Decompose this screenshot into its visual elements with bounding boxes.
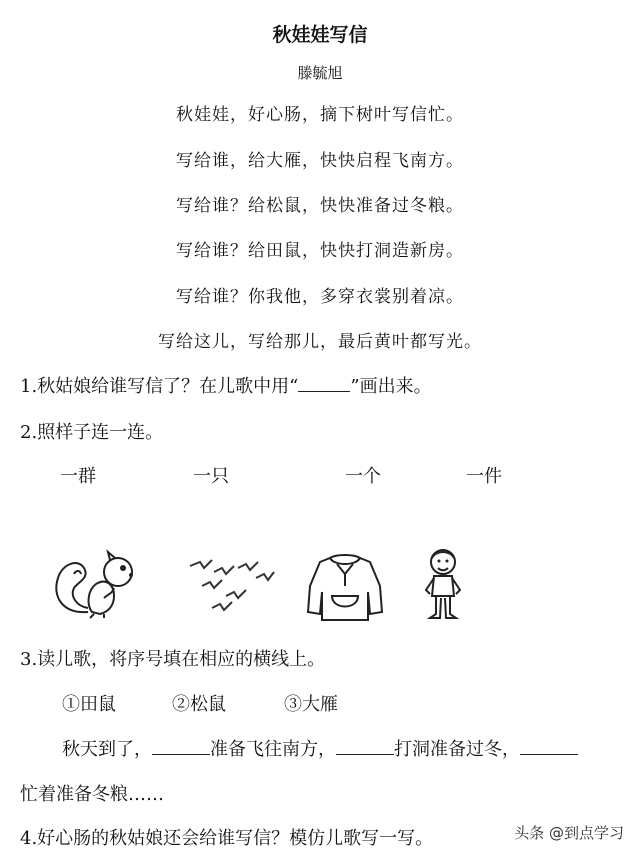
- question-2-label: 2.照样子连一连。: [20, 422, 164, 443]
- option-songshu: ②松鼠: [172, 694, 226, 715]
- sentence-part-1: 秋天到了，: [62, 739, 152, 760]
- measure-word-yiqun[interactable]: 一群: [60, 466, 96, 487]
- poem-line: 写给这儿，写给那儿，最后黄叶都写光。: [158, 332, 482, 352]
- answer-blank[interactable]: [336, 753, 394, 755]
- measure-word-yijian[interactable]: 一件: [466, 466, 502, 487]
- child-icon[interactable]: [420, 548, 466, 622]
- poem-line: 写给谁？给松鼠，快快准备过冬粮。: [176, 196, 464, 216]
- answer-blank[interactable]: [520, 753, 578, 755]
- coat-icon[interactable]: [304, 552, 386, 624]
- option-tianshu: ①田鼠: [62, 694, 116, 715]
- poem-line: 写给谁？给田鼠，快快打洞造新房。: [176, 241, 464, 261]
- measure-word-yizhi[interactable]: 一只: [193, 466, 229, 487]
- sentence-part-3: 打洞准备过冬，: [394, 739, 520, 760]
- sentence-part-2: 准备飞往南方，: [210, 739, 336, 760]
- squirrel-icon[interactable]: [48, 548, 138, 620]
- sentence-continuation: 忙着准备冬粮……: [20, 784, 164, 805]
- poem-line: 秋娃娃，好心肠，摘下树叶写信忙。: [176, 105, 464, 125]
- question-1-text-start: 1.秋姑娘给谁写信了？在儿歌中用“: [20, 376, 299, 397]
- source-watermark: 头条 @到点学习: [514, 824, 624, 842]
- poem-line: 写给谁，给大雁，快快启程飞南方。: [176, 151, 464, 171]
- measure-word-yige[interactable]: 一个: [345, 466, 381, 487]
- author-name: 滕毓旭: [297, 64, 343, 82]
- answer-blank[interactable]: [298, 390, 350, 392]
- question-4-label: 4.好心肠的秋姑娘还会给谁写信？模仿儿歌写一写。: [20, 828, 434, 849]
- poem-line: 写给谁？你我他，多穿衣裳别着凉。: [176, 287, 464, 307]
- question-1: [20, 372, 432, 398]
- answer-blank[interactable]: [152, 753, 210, 755]
- geese-icon[interactable]: [186, 556, 276, 620]
- option-dayan: ③大雁: [284, 694, 338, 715]
- question-3-sentence: [62, 735, 578, 761]
- question-3-label: 3.读儿歌，将序号填在相应的横线上。: [20, 649, 326, 670]
- page-title: 秋娃娃写信: [272, 24, 368, 46]
- question-1-text-end: ”画出来。: [350, 376, 432, 397]
